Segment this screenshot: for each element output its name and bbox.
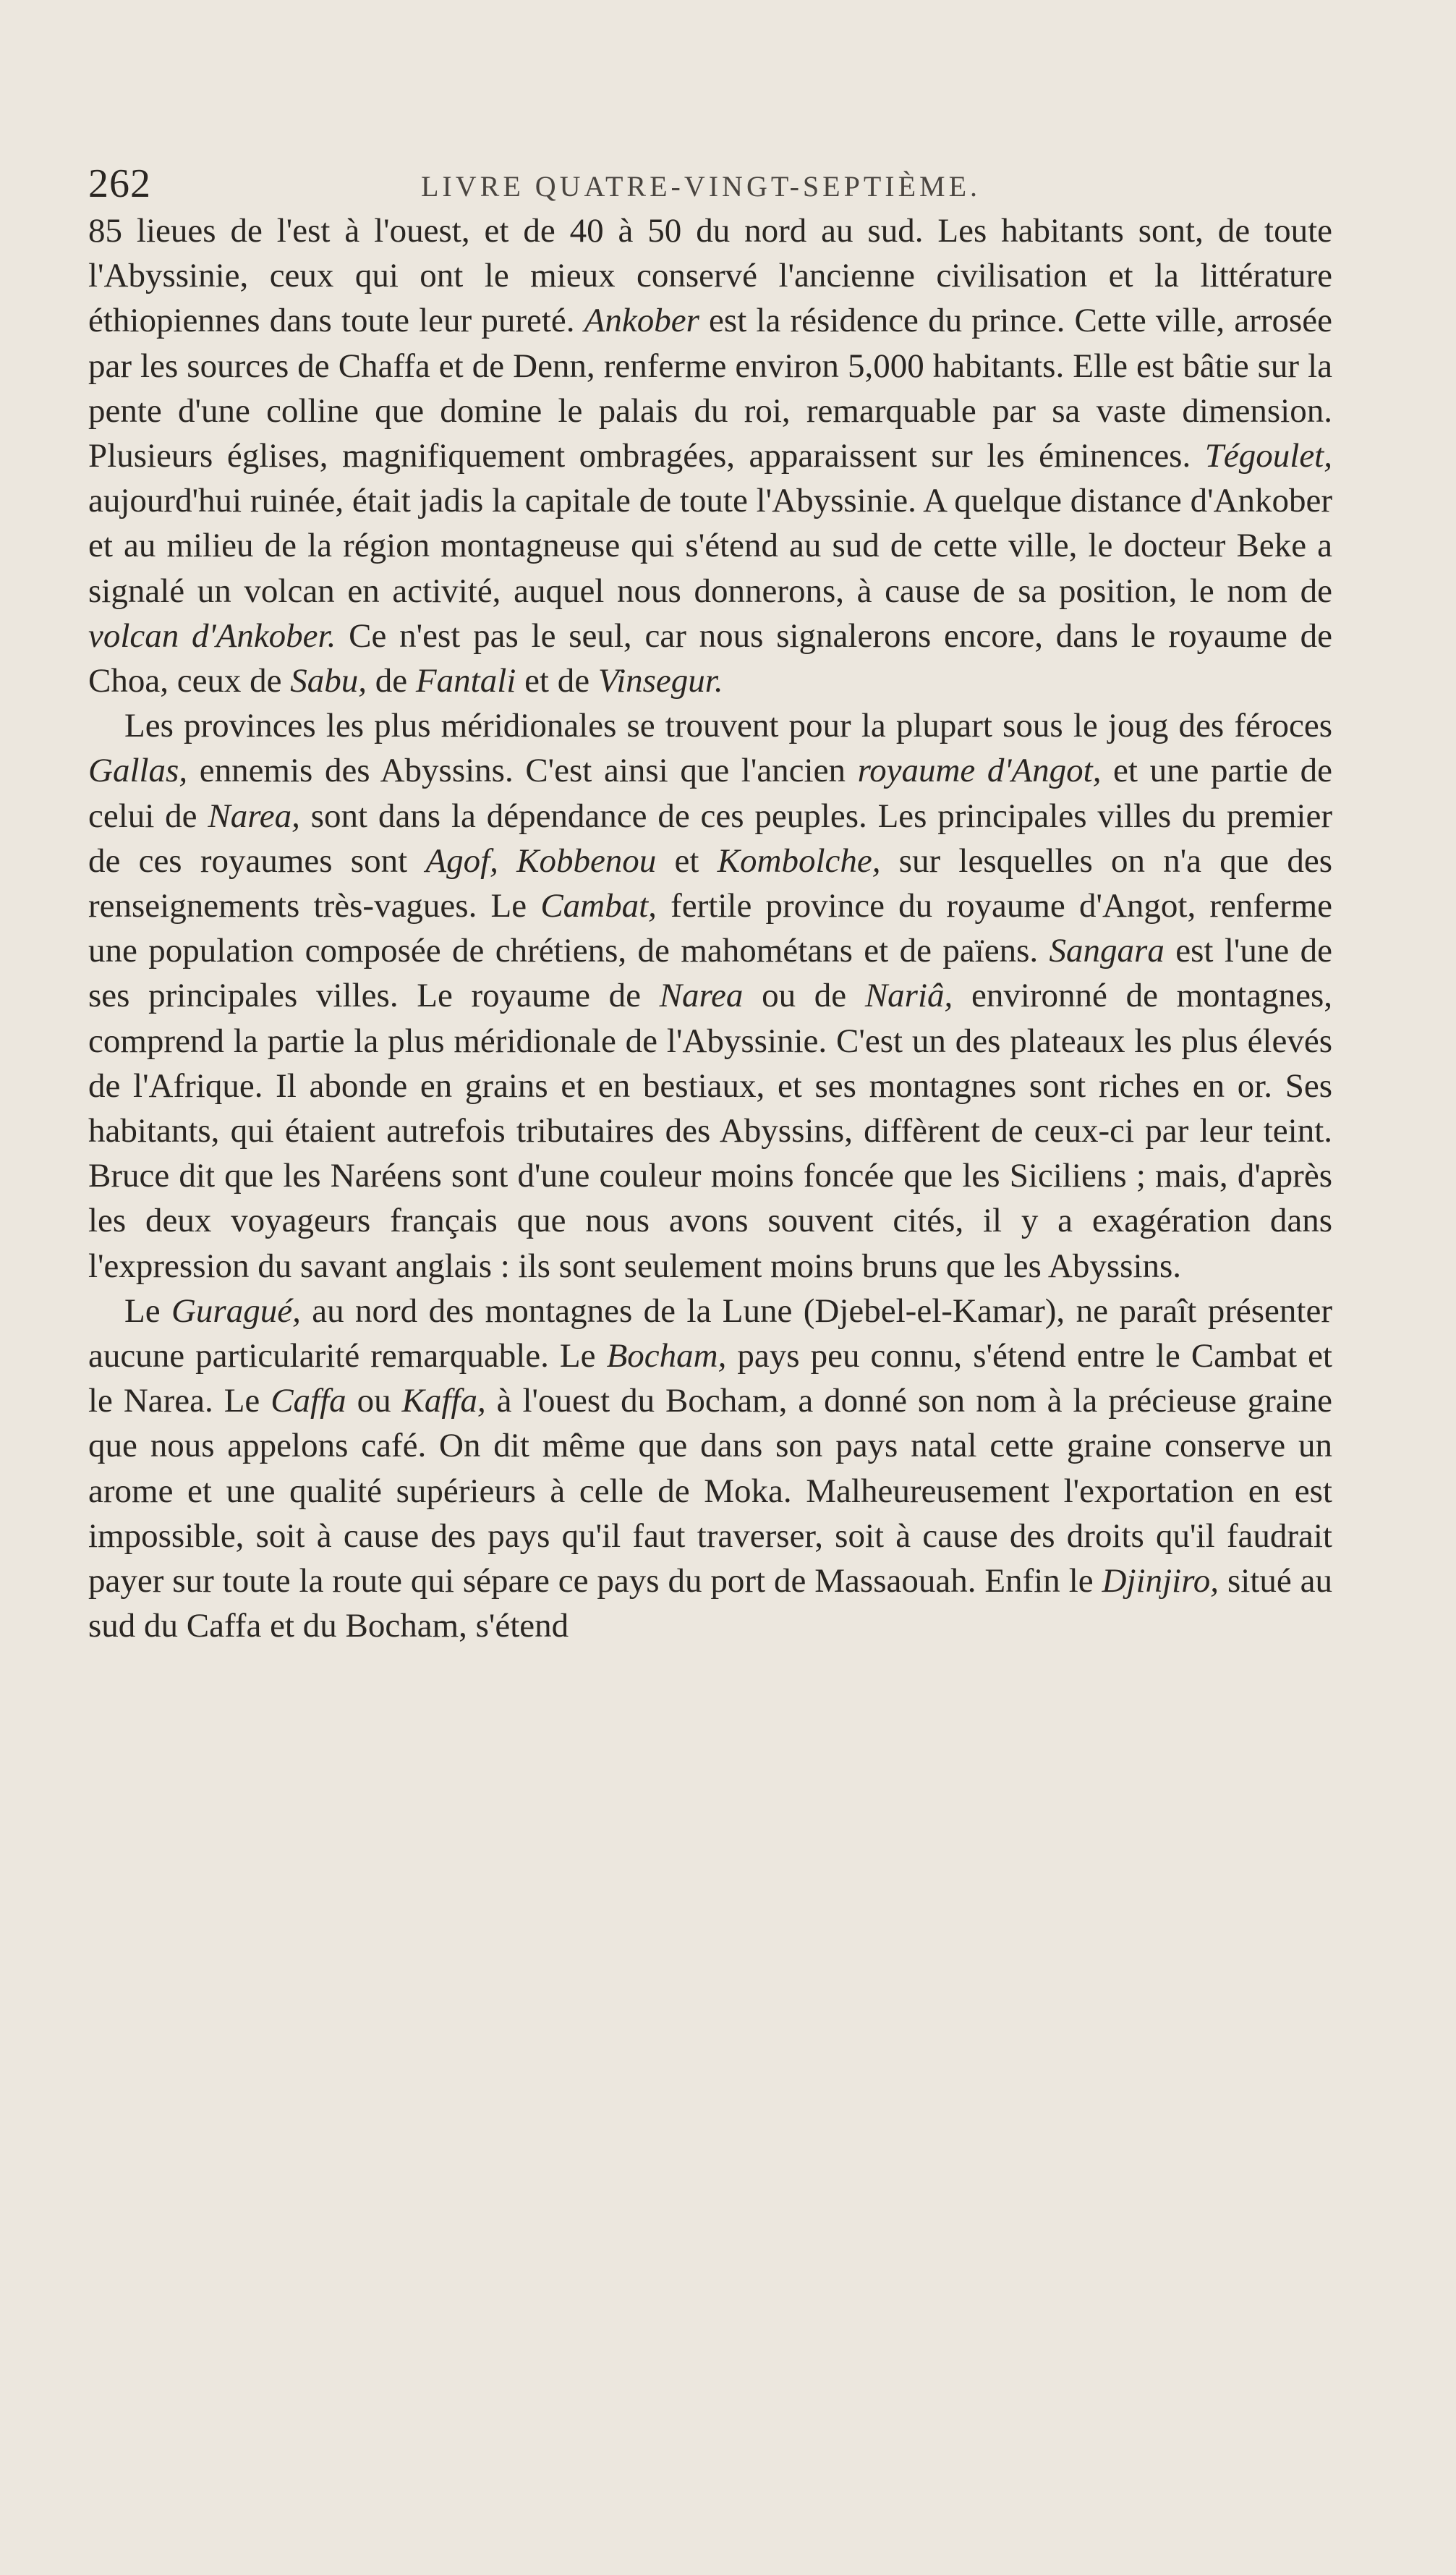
text-run: est l'une de ses principales villes. Le royaume de (88, 932, 1332, 1015)
body-text (88, 208, 1332, 1649)
italic-term: Vinsegur. (597, 662, 723, 700)
italic-term: Narea, (208, 797, 300, 835)
page-number: 262 (88, 161, 151, 206)
text-run: Le (124, 1291, 171, 1330)
italic-term: Ankober (584, 302, 699, 340)
text-run: sur lesquelles on n'a que des renseignements très-vagues. Le (88, 841, 1332, 925)
text-run: est la résidence du prince. Cette ville, arrosée par les sources de Chaffa et de Denn, renferme environ 5,000 habitants. Elle est bâtie sur la pente d'une colline que domine le palais du roi, remarquable par sa vaste dimension. Plusieurs églises, magnifiquement ombragées, apparaissent sur les éminences. (88, 302, 1332, 475)
italic-term: Nariâ, (864, 977, 953, 1015)
italic-term: Cambat, (540, 887, 657, 925)
text-run: et de (516, 662, 598, 700)
text-run: ou (346, 1382, 402, 1420)
italic-term: Narea (659, 977, 744, 1015)
paragraph (88, 208, 1332, 703)
italic-term: Tégoulet, (1204, 437, 1332, 475)
italic-term: Sabu, (290, 662, 367, 700)
italic-term: Gallas, (88, 752, 188, 790)
text-run: pays peu connu, s'étend entre le Cambat et le Narea. Le (88, 1337, 1332, 1420)
italic-term: Kaffa, (401, 1382, 486, 1420)
text-run: de (367, 662, 416, 700)
text-run: Les provinces les plus méridionales se trouvent pour la plupart sous le joug des féroces (124, 707, 1332, 745)
italic-term: Guragué, (171, 1291, 301, 1330)
text-run: à l'ouest du Bocham, a donné son nom à la précieuse graine que nous appelons café. On dit même que dans son pays natal cette graine conserve un arome et une qualité supérieurs à celle de Moka. Malheureusement l'exportation en est impossible, soit à cause des pays qu'il faut traverser, soit à cause des droits qu'il faudrait payer sur toute la route qui sépare ce pays du port de Massaouah. Enfin le (88, 1382, 1333, 1600)
paragraph (88, 1289, 1332, 1649)
text-run: sont dans la dépendance de ces peuples. Les principales villes du premier de ces royaumes sont (88, 797, 1332, 880)
text-run: aujourd'hui ruinée, était jadis la capitale de toute l'Abyssinie. A quelque distance d'Ankober et au milieu de la région montagneuse qui s'étend au sud de cette ville, le docteur Beke a signalé un volcan en activité, auquel nous donnerons, à cause de sa position, le nom de (88, 482, 1332, 610)
text-run: 85 lieues de l'est à l'ouest, et de 40 à 50 du nord au sud. Les habitants sont, de toute l'Abyssinie, ceux qui ont le mieux conservé l'ancienne civilisation et la littérature éthiopiennes dans toute leur pureté. (88, 212, 1332, 340)
text-run: et (656, 841, 718, 880)
running-title: LIVRE QUATRE-VINGT-SEPTIÈME. (421, 170, 982, 203)
italic-term: Caffa (271, 1382, 346, 1420)
italic-term: royaume d'Angot, (857, 752, 1102, 790)
text-run: au nord des montagnes de la Lune (Djebel-el-Kamar), ne paraît présenter aucune particularité remarquable. Le (88, 1291, 1332, 1375)
text-run: situé au sud du Caffa et du Bocham, s'étend (88, 1562, 1332, 1645)
italic-term: Fantali (415, 662, 516, 700)
italic-term: Djinjiro, (1102, 1562, 1219, 1600)
text-run: environné de montagnes, comprend la partie la plus méridionale de l'Abyssinie. C'est un des plateaux les plus élevés de l'Afrique. Il abonde en grains et en bestiaux, et ses montagnes sont riches en or. Ses habitants, qui étaient autrefois tributaires des Abyssins, diffèrent de ceux-ci par leur teint. Bruce dit que les Naréens sont d'une couleur moins foncée que les Siciliens ; mais, d'après les deux voyageurs français que nous avons souvent cités, il y a exagération dans l'expression du savant anglais : ils sont seulement moins bruns que les Abyssins. (88, 977, 1332, 1285)
text-run: ennemis des Abyssins. C'est ainsi que l'ancien (187, 752, 858, 790)
text-run: et une partie de celui de (88, 752, 1332, 835)
paragraph (88, 703, 1332, 1289)
italic-term: Agof, Kobbenou (425, 841, 657, 880)
italic-term: Bocham, (606, 1337, 727, 1375)
italic-term: Kombolche, (717, 841, 881, 880)
italic-term: volcan d'Ankober. (88, 616, 336, 655)
text-run: Ce n'est pas le seul, car nous signalerons encore, dans le royaume de Choa, ceux de (88, 616, 1332, 700)
italic-term: Sangara (1049, 932, 1165, 970)
text-run: fertile province du royaume d'Angot, renferme une population composée de chrétiens, de mahométans et de païens. (88, 887, 1333, 970)
text-run: ou de (743, 977, 865, 1015)
page-header (88, 161, 1332, 211)
